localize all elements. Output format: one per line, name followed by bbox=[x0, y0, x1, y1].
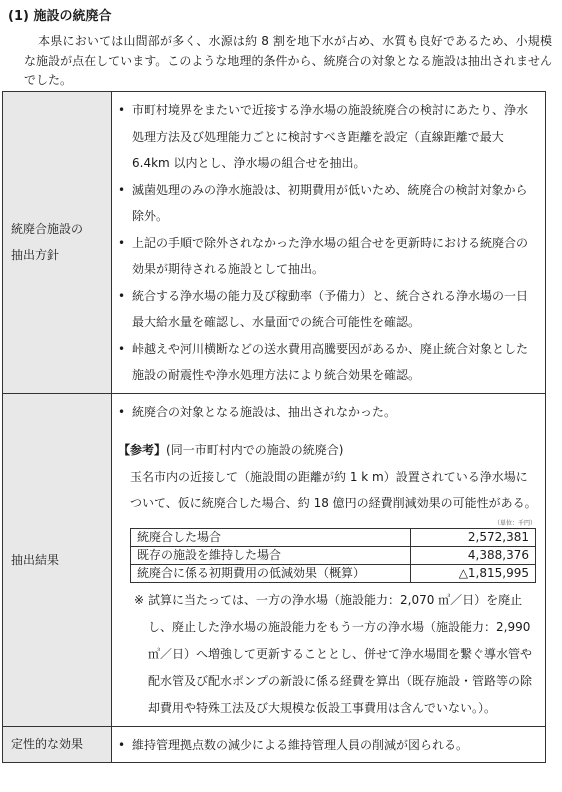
list-item bbox=[118, 283, 537, 336]
unit-label: （単位：千円） bbox=[493, 519, 536, 527]
intro-paragraph bbox=[24, 32, 552, 91]
note-text: 試算に当たっては、一方の浄水場（施設能力：2,070 ㎥／日）を廃止し、廃止した浄水場の施設能力をもう一方の浄水場（施設能力：2,990 ㎥／日）へ増強して更新することとし、併せて浄水場間を繋ぐ導水管や配水管及び配水ポンプの新設に係る経費を算出（既存施設・管路等の除却費用や特殊工法及び大規模な仮設工事費用は含んでいない。）。 bbox=[148, 592, 533, 715]
row-label-qualitative-effect: 定性的な効果 bbox=[3, 726, 112, 763]
row-content-qualitative-effect bbox=[112, 726, 546, 763]
table-row bbox=[131, 564, 536, 582]
bullet-icon: • bbox=[118, 288, 126, 303]
list-item-text: 上記の手順で除外されなかった浄水場の組合せを更新時における統廃合の効果が期待される施設として抽出。 bbox=[132, 235, 529, 276]
list-item bbox=[118, 97, 537, 177]
row-label-line-1: 統廃合施設の bbox=[11, 222, 84, 237]
bullet-icon: • bbox=[118, 341, 126, 356]
row-extraction-policy bbox=[3, 92, 546, 394]
cost-value: 4,388,376 bbox=[411, 546, 536, 564]
table-row bbox=[131, 528, 536, 546]
list-item-text: 峠越えや河川横断などの送水費用高騰要因があるか、廃止統合対象とした施設の耐震性や浄水処理方法により統合効果を確認。 bbox=[132, 341, 529, 382]
table-row bbox=[131, 546, 536, 564]
list-item bbox=[118, 399, 537, 426]
bullet-icon: • bbox=[118, 737, 126, 752]
note bbox=[118, 587, 537, 722]
list-item-text: 統合する浄水場の能力及び稼動率（予備力）と、統合される浄水場の一日最大給水量を確認し、水量面での統合可能性を確認。 bbox=[132, 288, 529, 329]
note-mark: ※ bbox=[134, 592, 145, 607]
cost-table bbox=[130, 528, 536, 583]
list-item bbox=[118, 230, 537, 283]
reference-mark: 【参考】 bbox=[118, 443, 167, 457]
row-label-line-2: 抽出方針 bbox=[11, 248, 60, 263]
cost-value: 2,572,381 bbox=[411, 528, 536, 546]
policy-table bbox=[2, 91, 546, 763]
list-item-text: 市町村境界をまたいで近接する浄水場の施設統廃合の検討にあたり、浄水処理方法及び処理能力ごとに検討すべき距離を設定（直線距離で最大 6.4km 以内とし、浄水場の組合せを抽出。 bbox=[132, 103, 529, 170]
list-item bbox=[118, 177, 537, 230]
reference-title-text: (同一市町村内での施設の統廃合) bbox=[166, 443, 344, 457]
row-label-extraction-policy bbox=[3, 92, 112, 394]
row-extraction-result bbox=[3, 393, 546, 726]
bullet-icon: • bbox=[118, 103, 126, 117]
bullet-icon: • bbox=[118, 182, 126, 197]
bullet-icon: • bbox=[118, 404, 126, 419]
bullet-icon: • bbox=[118, 235, 126, 250]
row-qualitative-effect bbox=[3, 726, 546, 763]
list-item-text: 維持管理拠点数の減少による維持管理人員の削減が図られる。 bbox=[132, 737, 469, 752]
reference-title bbox=[118, 437, 537, 464]
intro-text: 本県においては山間部が多く、水源は約 8 割を地下水が占め、水質も良好であるため、小規模な施設が点在しています。このような地理的条件から、統廃合の対象となる施設は抽出されませんでした。 bbox=[24, 34, 552, 87]
reference-body: 玉名市内の近接して（施設間の距離が約 1 k m）設置されている浄水場について、仮に統廃合した場合、約 18 億円の経費削減効果の可能性がある。 bbox=[130, 469, 537, 510]
section-heading: (1) 施設の統廃合 bbox=[8, 9, 112, 24]
list-item bbox=[118, 336, 537, 389]
row-content-extraction-policy bbox=[112, 92, 546, 394]
list-item bbox=[118, 732, 537, 759]
cost-label: 統廃合に係る初期費用の低減効果（概算） bbox=[131, 564, 411, 582]
cost-value: △1,815,995 bbox=[411, 564, 536, 582]
row-content-extraction-result bbox=[112, 393, 546, 726]
list-item-text: 滅菌処理のみの浄水施設は、初期費用が低いため、統廃合の検討対象から除外。 bbox=[132, 182, 528, 223]
cost-label: 統廃合した場合 bbox=[131, 528, 411, 546]
list-item-text: 統廃合の対象となる施設は、抽出されなかった。 bbox=[132, 404, 397, 419]
cost-label: 既存の施設を維持した場合 bbox=[131, 546, 411, 564]
row-label-extraction-result: 抽出結果 bbox=[3, 393, 112, 726]
